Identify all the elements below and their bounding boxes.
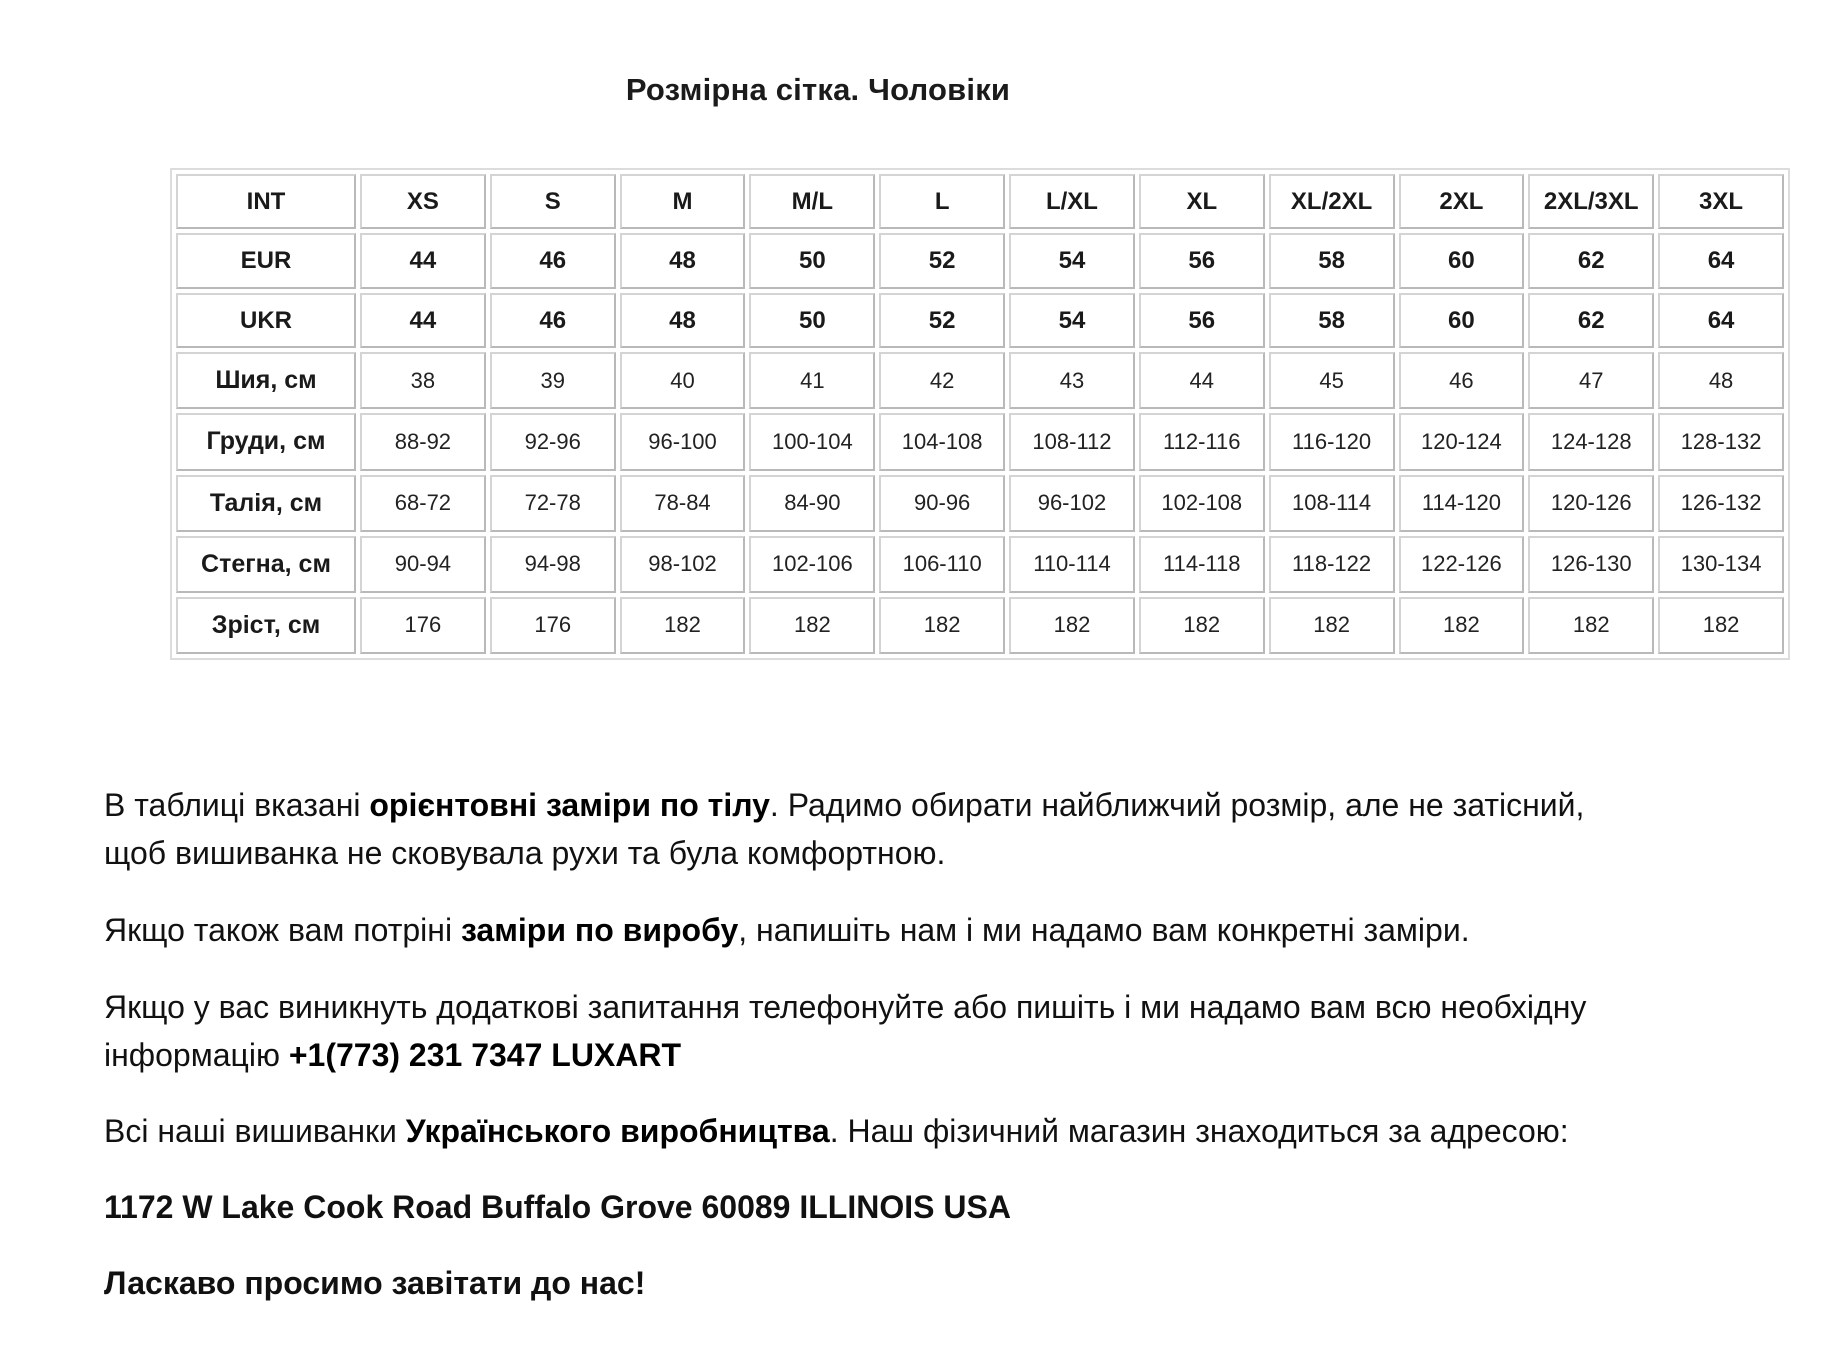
table-cell: 104-108 — [879, 413, 1005, 470]
text-span: Якщо також вам потріні — [104, 912, 461, 948]
table-cell: 92-96 — [490, 413, 616, 470]
table-cell: 128-132 — [1658, 413, 1784, 470]
table-row — [176, 413, 1784, 470]
table-cell: 114-118 — [1139, 536, 1265, 593]
size-chart-table-body — [176, 174, 1784, 654]
table-cell: 110-114 — [1009, 536, 1135, 593]
table-cell: 108-114 — [1269, 475, 1395, 532]
table-cell: 94-98 — [490, 536, 616, 593]
table-cell: 182 — [1528, 597, 1654, 654]
table-cell: 176 — [360, 597, 486, 654]
table-row — [176, 233, 1784, 288]
table-cell: 130-134 — [1658, 536, 1784, 593]
table-cell: 2XL — [1399, 174, 1525, 229]
bold-text: орієнтовні заміри по тілу — [369, 787, 770, 823]
table-row — [176, 597, 1784, 654]
table-cell: 182 — [1658, 597, 1784, 654]
table-cell: 102-108 — [1139, 475, 1265, 532]
table-cell: 120-124 — [1399, 413, 1525, 470]
table-cell: XS — [360, 174, 486, 229]
row-label: Талія, см — [176, 475, 356, 532]
table-cell: 44 — [360, 233, 486, 288]
table-cell: 54 — [1009, 293, 1135, 348]
row-label: Стегна, см — [176, 536, 356, 593]
table-cell: 88-92 — [360, 413, 486, 470]
bold-text: заміри по виробу — [460, 912, 739, 948]
store-address: 1172 W Lake Cook Road Buffalo Grove 60089 ILLINOIS USA — [104, 1189, 1011, 1225]
row-label: EUR — [176, 233, 356, 288]
table-cell: 96-100 — [620, 413, 746, 470]
text-span: . Радимо обирати найближчий розмір, але не затісний, — [769, 787, 1585, 823]
table-cell: XL/2XL — [1269, 174, 1395, 229]
table-cell: 44 — [1139, 352, 1265, 409]
table-cell: 48 — [1658, 352, 1784, 409]
welcome-message: Ласкаво просимо завітати до нас! — [104, 1265, 646, 1301]
paragraph-contact — [104, 983, 1744, 1079]
table-cell: 118-122 — [1269, 536, 1395, 593]
table-cell: 60 — [1399, 293, 1525, 348]
table-cell: 98-102 — [620, 536, 746, 593]
table-cell: 50 — [749, 233, 875, 288]
table-cell: 41 — [749, 352, 875, 409]
table-cell: 46 — [1399, 352, 1525, 409]
bold-text: Українського виробництва — [405, 1113, 830, 1149]
table-row — [176, 475, 1784, 532]
table-cell: 46 — [490, 233, 616, 288]
table-cell: 126-132 — [1658, 475, 1784, 532]
table-cell: 54 — [1009, 233, 1135, 288]
paragraph-product-measurements — [104, 906, 1744, 954]
table-cell: M — [620, 174, 746, 229]
table-cell: 62 — [1528, 293, 1654, 348]
table-cell: 52 — [879, 293, 1005, 348]
table-cell: 56 — [1139, 233, 1265, 288]
table-cell: 182 — [1399, 597, 1525, 654]
table-cell: 62 — [1528, 233, 1654, 288]
table-cell: 126-130 — [1528, 536, 1654, 593]
table-cell: 122-126 — [1399, 536, 1525, 593]
row-label: UKR — [176, 293, 356, 348]
table-cell: 108-112 — [1009, 413, 1135, 470]
table-cell: 182 — [620, 597, 746, 654]
table-cell: 182 — [1269, 597, 1395, 654]
table-cell: 58 — [1269, 233, 1395, 288]
table-cell: 90-94 — [360, 536, 486, 593]
table-row — [176, 536, 1784, 593]
table-cell: 2XL/3XL — [1528, 174, 1654, 229]
table-cell: 120-126 — [1528, 475, 1654, 532]
table-cell: 182 — [749, 597, 875, 654]
table-cell: 64 — [1658, 233, 1784, 288]
table-cell: 47 — [1528, 352, 1654, 409]
paragraph-store-info — [104, 1107, 1744, 1155]
row-label: Груди, см — [176, 413, 356, 470]
table-cell: 106-110 — [879, 536, 1005, 593]
table-cell: 38 — [360, 352, 486, 409]
table-cell: 182 — [1139, 597, 1265, 654]
text-span: , напишіть нам і ми надамо вам конкретні заміри. — [738, 912, 1470, 948]
table-cell: 52 — [879, 233, 1005, 288]
text-span: інформацію — [104, 1037, 289, 1073]
table-cell: 44 — [360, 293, 486, 348]
row-label: Зріст, см — [176, 597, 356, 654]
table-cell: 50 — [749, 293, 875, 348]
table-cell: 182 — [879, 597, 1005, 654]
row-label: INT — [176, 174, 356, 229]
table-cell: 72-78 — [490, 475, 616, 532]
table-cell: 46 — [490, 293, 616, 348]
text-span: . Наш фізичний магазин знаходиться за адресою: — [829, 1113, 1569, 1149]
table-cell: S — [490, 174, 616, 229]
table-cell: L/XL — [1009, 174, 1135, 229]
table-cell: 56 — [1139, 293, 1265, 348]
table-cell: M/L — [749, 174, 875, 229]
table-cell: 90-96 — [879, 475, 1005, 532]
table-row — [176, 352, 1784, 409]
size-chart-table — [172, 170, 1788, 658]
table-row — [176, 293, 1784, 348]
table-cell: 114-120 — [1399, 475, 1525, 532]
table-cell: 78-84 — [620, 475, 746, 532]
table-cell: 68-72 — [360, 475, 486, 532]
table-cell: 116-120 — [1269, 413, 1395, 470]
table-cell: 42 — [879, 352, 1005, 409]
table-cell: 48 — [620, 233, 746, 288]
page-title: Розмірна сітка. Чоловіки — [625, 72, 1011, 107]
text-span: щоб вишиванка не сковувала рухи та була комфортною. — [104, 835, 946, 871]
table-cell: 102-106 — [749, 536, 875, 593]
table-cell: 58 — [1269, 293, 1395, 348]
table-cell: 124-128 — [1528, 413, 1654, 470]
table-cell: 84-90 — [749, 475, 875, 532]
text-span: В таблиці вказані — [104, 787, 370, 823]
paragraph-body-measurements — [104, 781, 1744, 877]
table-cell: 40 — [620, 352, 746, 409]
table-cell: 64 — [1658, 293, 1784, 348]
table-header-row — [176, 174, 1784, 229]
table-cell: 45 — [1269, 352, 1395, 409]
table-cell: 48 — [620, 293, 746, 348]
table-cell: 39 — [490, 352, 616, 409]
table-cell: 100-104 — [749, 413, 875, 470]
table-cell: L — [879, 174, 1005, 229]
table-cell: 182 — [1009, 597, 1135, 654]
table-cell: 176 — [490, 597, 616, 654]
text-span: Всі наші вишиванки — [104, 1113, 406, 1149]
text-span: Якщо у вас виникнуть додаткові запитання телефонуйте або пишіть і ми надамо вам всю необхідну — [104, 989, 1587, 1025]
table-cell: 43 — [1009, 352, 1135, 409]
table-cell: XL — [1139, 174, 1265, 229]
row-label: Шия, см — [176, 352, 356, 409]
phone-number: +1(773) 231 7347 LUXART — [288, 1037, 682, 1073]
table-cell: 60 — [1399, 233, 1525, 288]
table-cell: 3XL — [1658, 174, 1784, 229]
size-chart-table-container — [170, 168, 1790, 660]
table-cell: 112-116 — [1139, 413, 1265, 470]
table-cell: 96-102 — [1009, 475, 1135, 532]
